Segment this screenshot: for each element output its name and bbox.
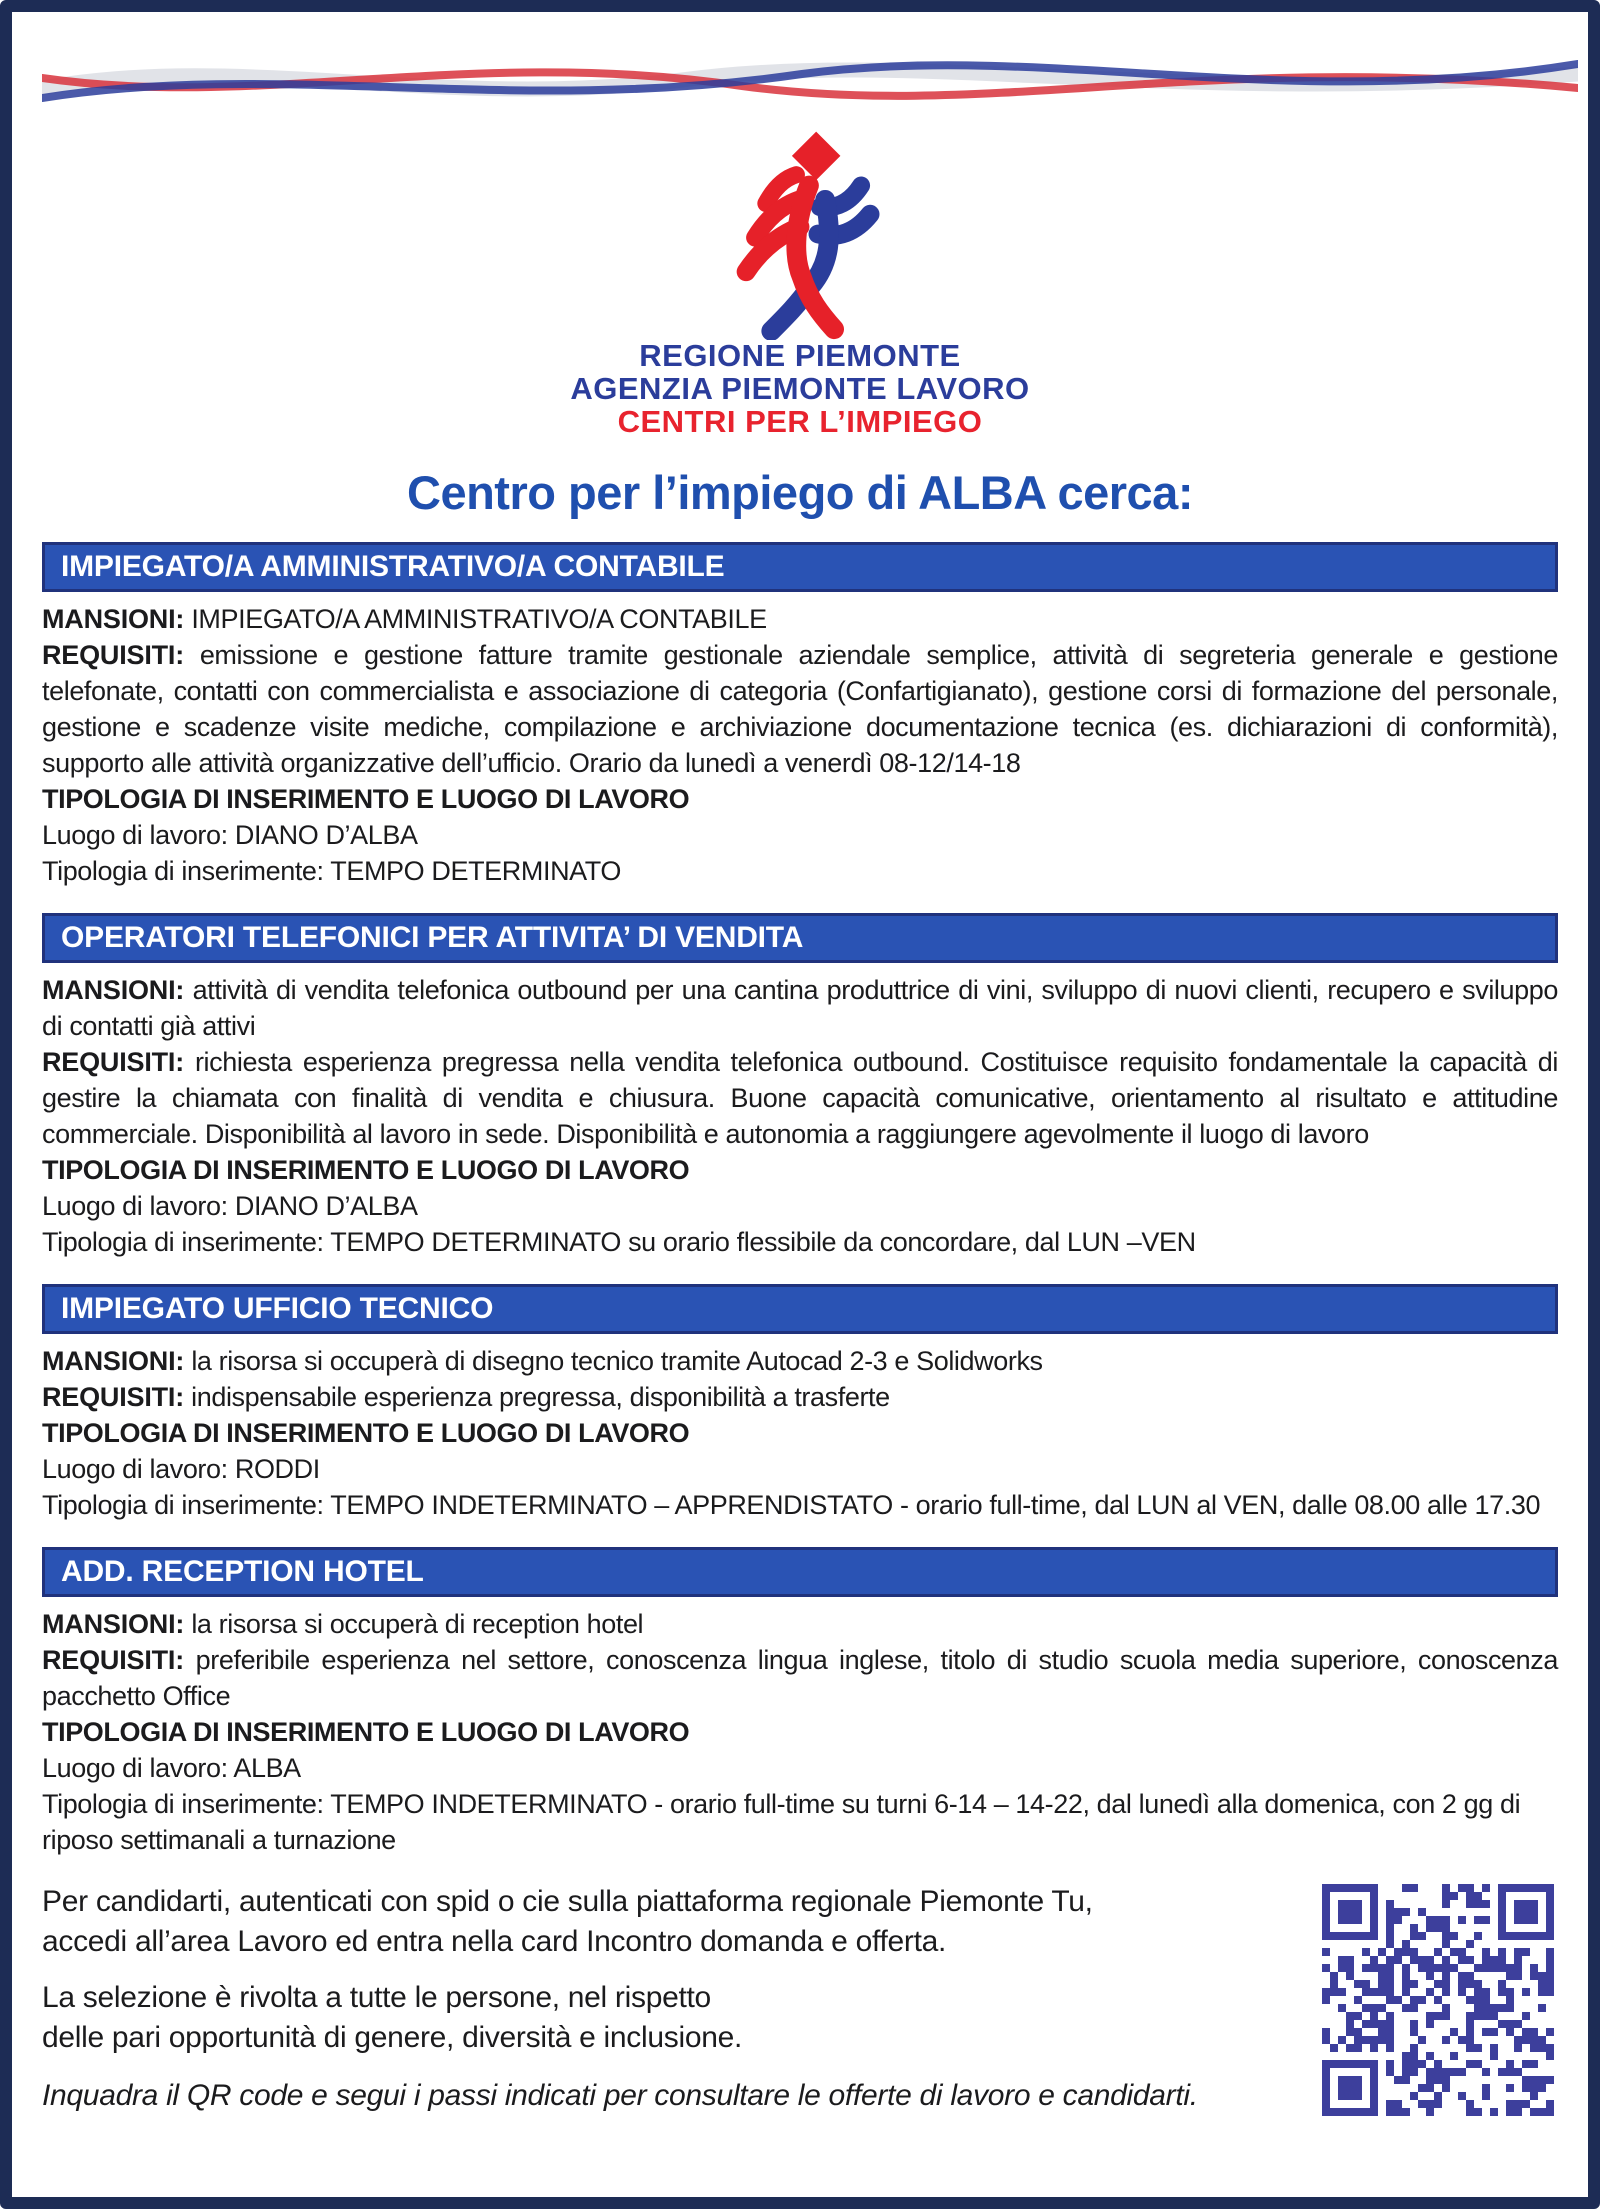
job-luogo: Luogo di lavoro: RODDI: [42, 1453, 320, 1484]
job-title: IMPIEGATO/A AMMINISTRATIVO/A CONTABILE: [61, 549, 725, 583]
logo-line-centri: CENTRI PER L’IMPIEGO: [617, 403, 983, 439]
mansioni-label: MANSIONI:: [42, 1345, 185, 1376]
job-title-bar: [42, 1284, 1558, 1334]
agency-logo-text: [42, 340, 1558, 439]
job-title-bar: [42, 913, 1558, 963]
job-tipologia-header: TIPOLOGIA DI INSERIMENTO E LUOGO DI LAVORO: [42, 1716, 690, 1747]
job-title-bar: [42, 1547, 1558, 1597]
qr-code: [1322, 1884, 1554, 2116]
footer-text: [42, 1882, 1322, 2146]
logo-line-regione: REGIONE PIEMONTE: [639, 338, 961, 373]
job-luogo: Luogo di lavoro: ALBA: [42, 1752, 301, 1783]
decorative-waves-graphic: [42, 26, 1578, 122]
page-title: Centro per l’impiego di ALBA cerca:: [407, 465, 1193, 519]
job-tipologia: Tipologia di inserimente: TEMPO INDETERMINATO - orario full-time su turni 6-14 – 14-22, dal lunedì alla domenica, con 2 gg di riposo settimanali a turnazione: [42, 1788, 1521, 1855]
job-tipologia: Tipologia di inserimente: TEMPO INDETERMINATO – APPRENDISTATO - orario full-time, dal LUN al VEN, dalle 08.00 alle 17.30: [42, 1489, 1541, 1520]
job-mansioni: MANSIONI: IMPIEGATO/A AMMINISTRATIVO/A CONTABILE: [42, 603, 767, 634]
footer-inclusion-line2: delle pari opportunità di genere, diversità e inclusione.: [42, 2020, 743, 2054]
mansioni-label: MANSIONI:: [42, 974, 185, 1005]
job-title: OPERATORI TELEFONICI PER ATTIVITA’ DI VENDITA: [61, 920, 804, 954]
job-title: IMPIEGATO UFFICIO TECNICO: [61, 1291, 494, 1325]
requisiti-label: REQUISITI:: [42, 1046, 185, 1077]
job-tipologia: Tipologia di inserimente: TEMPO DETERMINATO su orario flessibile da concordare, dal LUN –VEN: [42, 1226, 1196, 1257]
job-mansioni: MANSIONI: la risorsa si occuperà di reception hotel: [42, 1608, 644, 1639]
job-mansioni: MANSIONI: attività di vendita telefonica outbound per una cantina produttrice di vini, sviluppo di nuovi clienti, recupero e sviluppo di contatti già attivi: [42, 974, 1558, 1041]
footer-apply-line2: accedi all’area Lavoro ed entra nella card Incontro domanda e offerta.: [42, 1924, 947, 1958]
job-requisiti: REQUISITI: preferibile esperienza nel settore, conoscenza lingua inglese, titolo di studio scuola media superiore, conoscenza pacchetto Office: [42, 1644, 1559, 1711]
job-tipologia-header: TIPOLOGIA DI INSERIMENTO E LUOGO DI LAVORO: [42, 1417, 690, 1448]
agency-logo-emblem: [710, 128, 890, 340]
job-tipologia-header: TIPOLOGIA DI INSERIMENTO E LUOGO DI LAVORO: [42, 1154, 690, 1185]
job-mansioni: MANSIONI: la risorsa si occuperà di disegno tecnico tramite Autocad 2-3 e Solidworks: [42, 1345, 1043, 1376]
requisiti-label: REQUISITI:: [42, 1381, 185, 1412]
job-section-reception-hotel: [42, 1547, 1558, 1858]
mansioni-label: MANSIONI:: [42, 603, 185, 634]
footer-apply-line1: Per candidarti, autenticati con spid o cie sulla piattaforma regionale Piemonte Tu,: [42, 1884, 1093, 1918]
job-requisiti: REQUISITI: richiesta esperienza pregressa nella vendita telefonica outbound. Costituisce requisito fondamentale la capacità di gestire la chiamata con finalità di vendita e chiusura. Buone capacità comunicative, orientamento al risultato e attitudine commerciale. Disponibilità al lavoro in sede. Disponibilità e autonomia a raggiungere agevolmente il luogo di lavoro: [42, 1046, 1558, 1149]
job-section-amministrativo: [42, 542, 1558, 889]
job-tipologia: Tipologia di inserimente: TEMPO DETERMINATO: [42, 855, 621, 886]
mansioni-label: MANSIONI:: [42, 1608, 185, 1639]
logo-line-agenzia: AGENZIA PIEMONTE LAVORO: [570, 370, 1030, 406]
requisiti-label: REQUISITI:: [42, 639, 185, 670]
job-luogo: Luogo di lavoro: DIANO D’ALBA: [42, 819, 418, 850]
job-title: ADD. RECEPTION HOTEL: [61, 1554, 424, 1588]
job-section-operatori-telefonici: [42, 913, 1558, 1260]
footer-qr-instruction: Inquadra il QR code e segui i passi indicati per consultare le offerte di lavoro e candidarti.: [42, 2078, 1198, 2112]
job-section-ufficio-tecnico: [42, 1284, 1558, 1523]
footer: [42, 1882, 1558, 2146]
job-requisiti: REQUISITI: emissione e gestione fatture tramite gestionale aziendale semplice, attività di segreteria generale e gestione telefonate, contatti con commercialista e associazione di categoria (Confartigianato), gestione corsi di formazione del personale, gestione e scadenze visite mediche, compilazione e archiviazione documentazione tecnica (es. dichiarazioni di conformità), supporto alle attività organizzative dell’ufficio. Orario da lunedì a venerdì 08-12/14-18: [42, 639, 1558, 778]
job-title-bar: [42, 542, 1558, 592]
footer-inclusion-line1: La selezione è rivolta a tutte le persone, nel rispetto: [42, 1980, 711, 2014]
job-luogo: Luogo di lavoro: DIANO D’ALBA: [42, 1190, 418, 1221]
job-tipologia-header: TIPOLOGIA DI INSERIMENTO E LUOGO DI LAVORO: [42, 783, 690, 814]
job-requisiti: REQUISITI: indispensabile esperienza pregressa, disponibilità a trasferte: [42, 1381, 890, 1412]
requisiti-label: REQUISITI:: [42, 1644, 185, 1675]
